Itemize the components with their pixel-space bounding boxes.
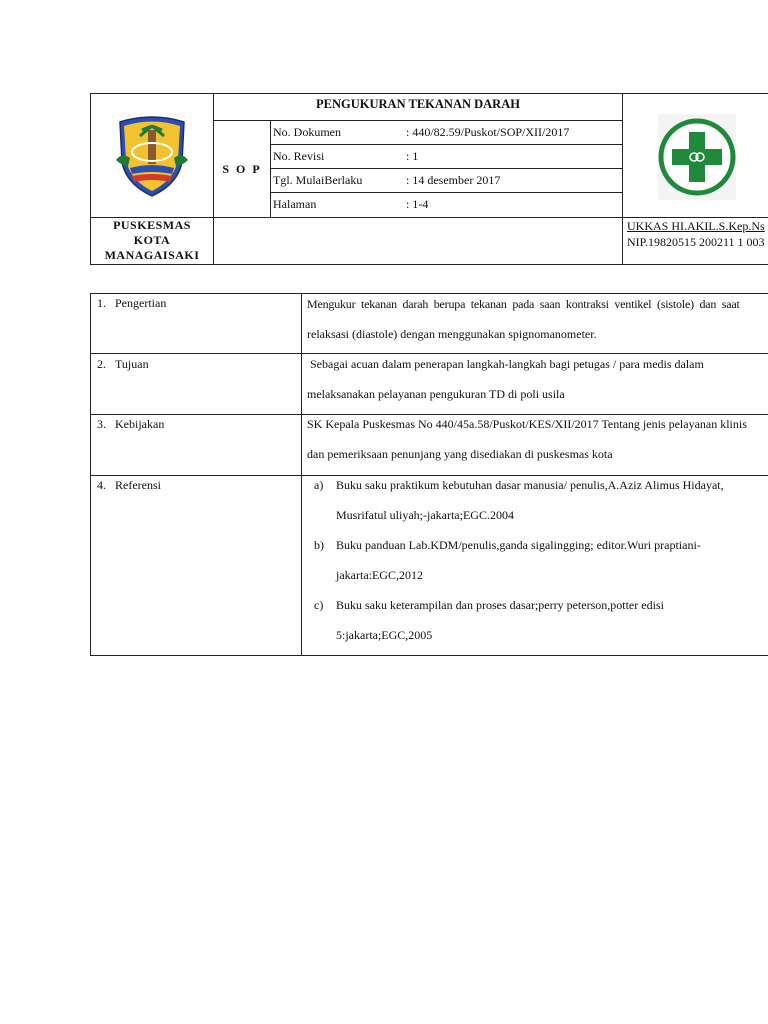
section-label-pengertian: 1. Pengertian — [97, 296, 167, 310]
reference-list — [314, 470, 768, 650]
reference-item: a) Buku saku praktikum kebutuhan dasar manusia/ penulis,A.Aziz Alimus Hidayat, Musrifatul uliyah;-jakarta;EGC.2004 — [314, 478, 724, 522]
reference-item: c) Buku saku keterampilan dan proses dasar;perry peterson,potter edisi 5:jakarta;EGC,2005 — [314, 598, 664, 642]
regional-emblem-icon — [91, 94, 213, 216]
signer-block — [627, 218, 768, 250]
meta-row-effective-date — [271, 169, 621, 193]
section-label-tujuan: 2. Tujuan — [97, 357, 149, 371]
signer-name: UKKAS HI.AKIL.S.Kep.Ns — [627, 219, 765, 233]
meta-value: : 440/82.59/Puskot/SOP/XII/2017 — [406, 125, 570, 139]
meta-label: No. Dokumen — [273, 125, 341, 139]
section-content-kebijakan: SK Kepala Puskesmas No 440/45a.58/Puskot/KES/XII/2017 Tentang jenis pelayanan klinis dan pemeriksaan penunjang yang disediakan di puskesmas kota — [307, 417, 747, 461]
organization-name: PUSKESMAS KOTA MANAGAISAKI — [104, 218, 200, 262]
section-label-kebijakan: 3. Kebijakan — [97, 417, 165, 431]
document-title: PENGUKURAN TEKANAN DARAH — [316, 97, 520, 111]
section-content-tujuan: Sebagai acuan dalam penerapan langkah-langkah bagi petugas / para medis dalam melaksanakan pelayanan pengukuran TD di poli usila — [307, 357, 704, 401]
section-content-pengertian: Mengukur tekanan darah berupa tekanan pada saan kontraksi ventikel (sistole) dan saat relaksasi (diastole) dengan menggunakan spignomanometer. — [307, 297, 740, 341]
reference-item: b) Buku panduan Lab.KDM/penulis,ganda sigalingging; editor.Wuri praptiani- jakarta:EGC,2012 — [314, 538, 701, 582]
meta-value: : 1-4 — [406, 197, 429, 211]
meta-label: Halaman — [273, 197, 317, 211]
meta-label: No. Revisi — [273, 149, 325, 163]
signer-nip: NIP.19820515 200211 1 003 — [627, 235, 765, 249]
sop-content-table — [90, 293, 768, 656]
meta-row-page — [271, 193, 621, 217]
sop-header-table — [90, 93, 768, 265]
meta-row-document-number — [271, 121, 621, 145]
section-label-referensi: 4. Referensi — [97, 478, 161, 492]
sop-label: S O P — [222, 161, 262, 176]
puskesmas-cross-icon — [623, 94, 768, 216]
meta-label: Tgl. MulaiBerlaku — [273, 173, 363, 187]
meta-value: : 1 — [406, 149, 419, 163]
meta-value: : 14 desember 2017 — [406, 173, 501, 187]
meta-row-revision — [271, 145, 621, 169]
